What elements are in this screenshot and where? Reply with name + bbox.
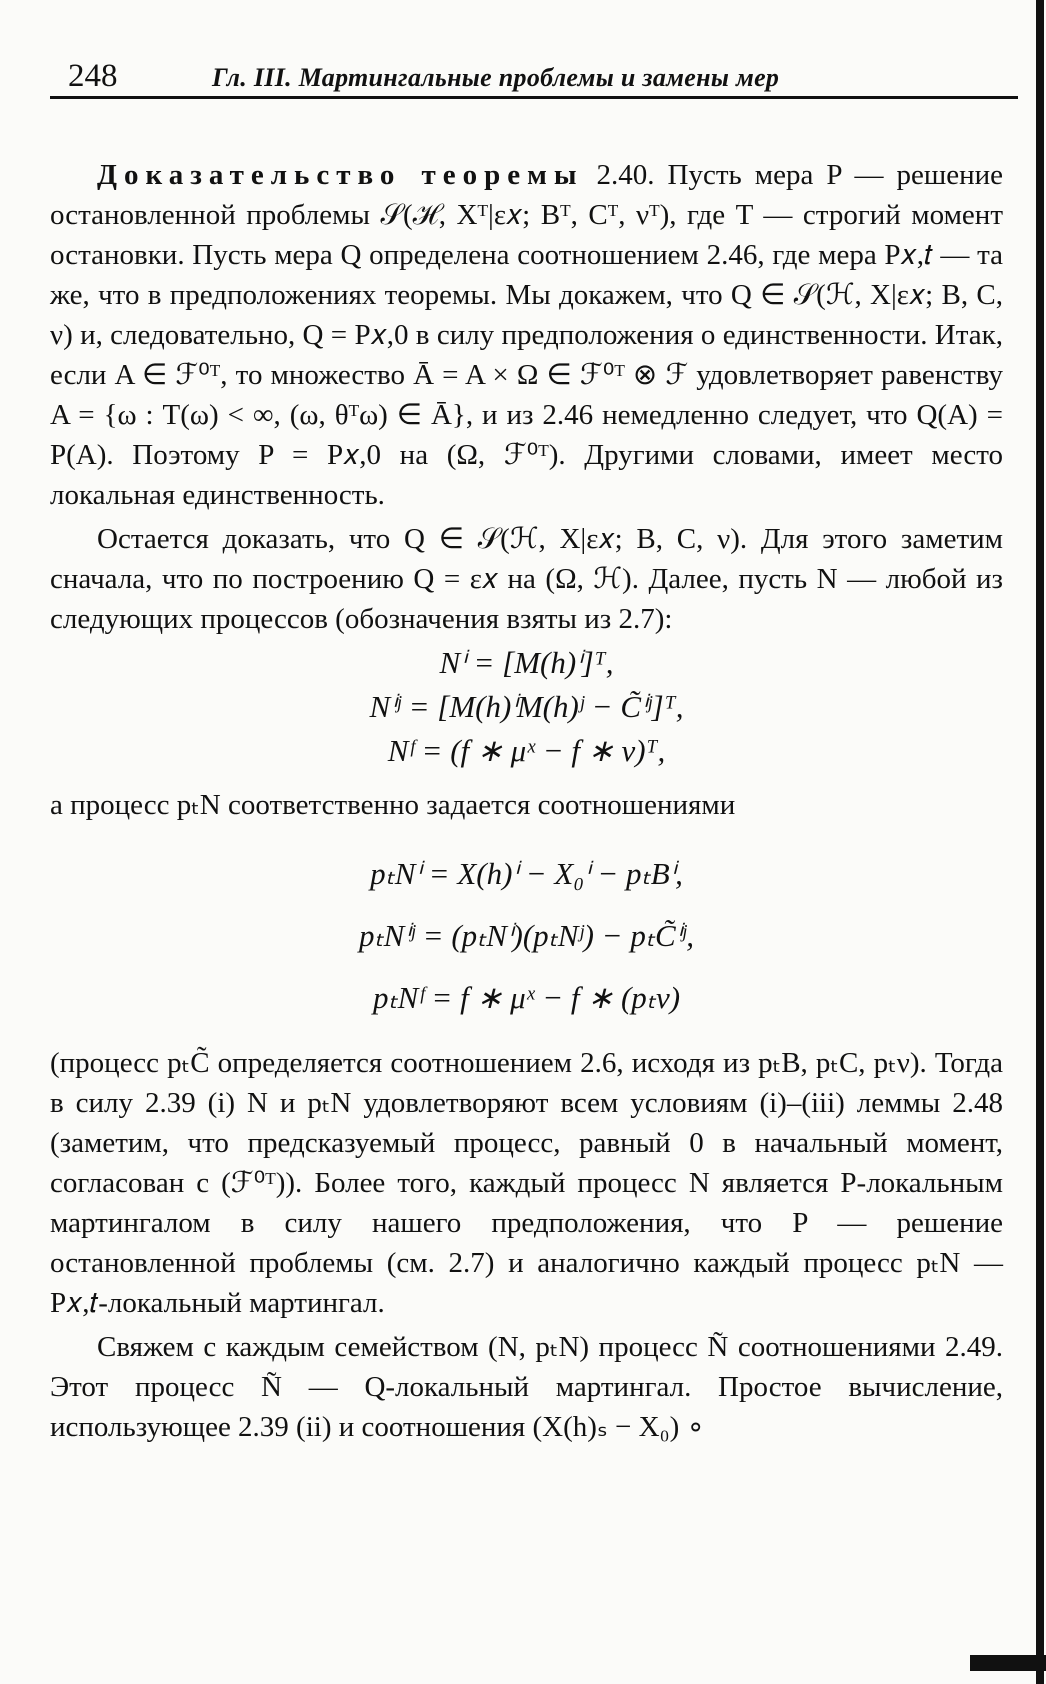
running-header: [50, 52, 1018, 102]
paragraph-ptn-intro: а процесс pₜN соответственно задается соотношениями: [50, 789, 736, 821]
formula-ptn-ij: pₜNⁱʲ = (pₜNⁱ)(pₜNʲ) − pₜC̃ⁱʲ,: [358, 918, 695, 953]
header-rule: [50, 96, 1018, 99]
proof-text: 2.40. Пусть мера P — решение остановленной проблемы 𝒮(ℋ, Xᵀ|ε𝑥; Bᵀ, Cᵀ, νᵀ), где T — строгий момент остановки. Пусть мера Q определена соотношением 2.46, где мера P𝑥,𝑡 — та же, что в предположениях теоремы. Мы докажем, что Q ∈ 𝒮(ℋ, X|ε𝑥; B, C, ν) и, следовательно, Q = P𝑥,0 в силу предположения о единственности. Итак, если A ∈ ℱ⁰ᵀ, то множество Ā = A × Ω ∈ ℱ⁰ᵀ ⊗ ℱ удовлетворяет равенству A = {ω : T(ω) < ∞, (ω, θᵀω) ∈ Ā}, и из 2.46 немедленно следует, что Q(A) = P(A). Поэтому P = P𝑥,0 на (Ω, ℱ⁰ᵀ). Другими словами, имеет место локальная единственность.: [50, 159, 1003, 511]
page-body: [50, 155, 1003, 1447]
paragraph-process-conditions: (процесс pₜC̃ определяется соотношением 2.6, исходя из pₜB, pₜC, pₜν). Тогда в силу 2.39 (i) N и pₜN удовлетворяют всем условиям (i)–(iii) леммы 2.48 (заметим, что предсказуемый процесс, равный 0 в начальный момент, согласован с (ℱ⁰ᵀ)). Более того, каждый процесс N является P-локальным мартингалом в силу нашего предположения, что P — решение остановленной проблемы (см. 2.7) и аналогично каждый процесс pₜN — P𝑥,𝑡-локальный мартингал.: [50, 1047, 1003, 1319]
paragraph-remaining: Остается доказать, что Q ∈ 𝒮(ℋ, X|ε𝑥; B, C, ν). Для этого заметим сначала, что по построению Q = ε𝑥 на (Ω, ℋ). Далее, пусть N — любой из следующих процессов (обозначения взяты из 2.7):: [50, 523, 1003, 635]
running-title: Гл. III. Мартингальные проблемы и замены мер: [212, 63, 780, 92]
paragraph-associate: Свяжем с каждым семейством (N, pₜN) процесс Ñ соотношениями 2.49. Этот процесс Ñ — Q-локальный мартингал. Простое вычисление, использующее 2.39 (ii) и соотношения (X(h)ₛ − X₀) ∘: [50, 1331, 1003, 1443]
formula-ptn-f: pₜNᶠ = f ∗ μˣ − f ∗ (pₜν): [372, 980, 681, 1015]
formula-block-ptn: [50, 843, 1003, 1029]
page-edge-shadow: [1036, 0, 1044, 1684]
formula-n-i: Nⁱ = [M(h)ⁱ]ᵀ,: [439, 645, 614, 680]
paragraph-proof: [50, 155, 1003, 515]
formula-ptn-i: pₜNⁱ = X(h)ⁱ − X₀ⁱ − pₜBⁱ,: [370, 856, 683, 891]
formula-n-ij: Nⁱʲ = [M(h)ⁱM(h)ʲ − C̃ⁱʲ]ᵀ,: [369, 689, 684, 724]
proof-lead: Доказательство теоремы: [97, 159, 584, 191]
page-corner-mark: [970, 1655, 1046, 1671]
formula-block-n: [50, 641, 1003, 773]
formula-n-f: Nᶠ = (f ∗ μˣ − f ∗ ν)ᵀ,: [387, 733, 666, 768]
page-number: 248: [68, 58, 118, 94]
